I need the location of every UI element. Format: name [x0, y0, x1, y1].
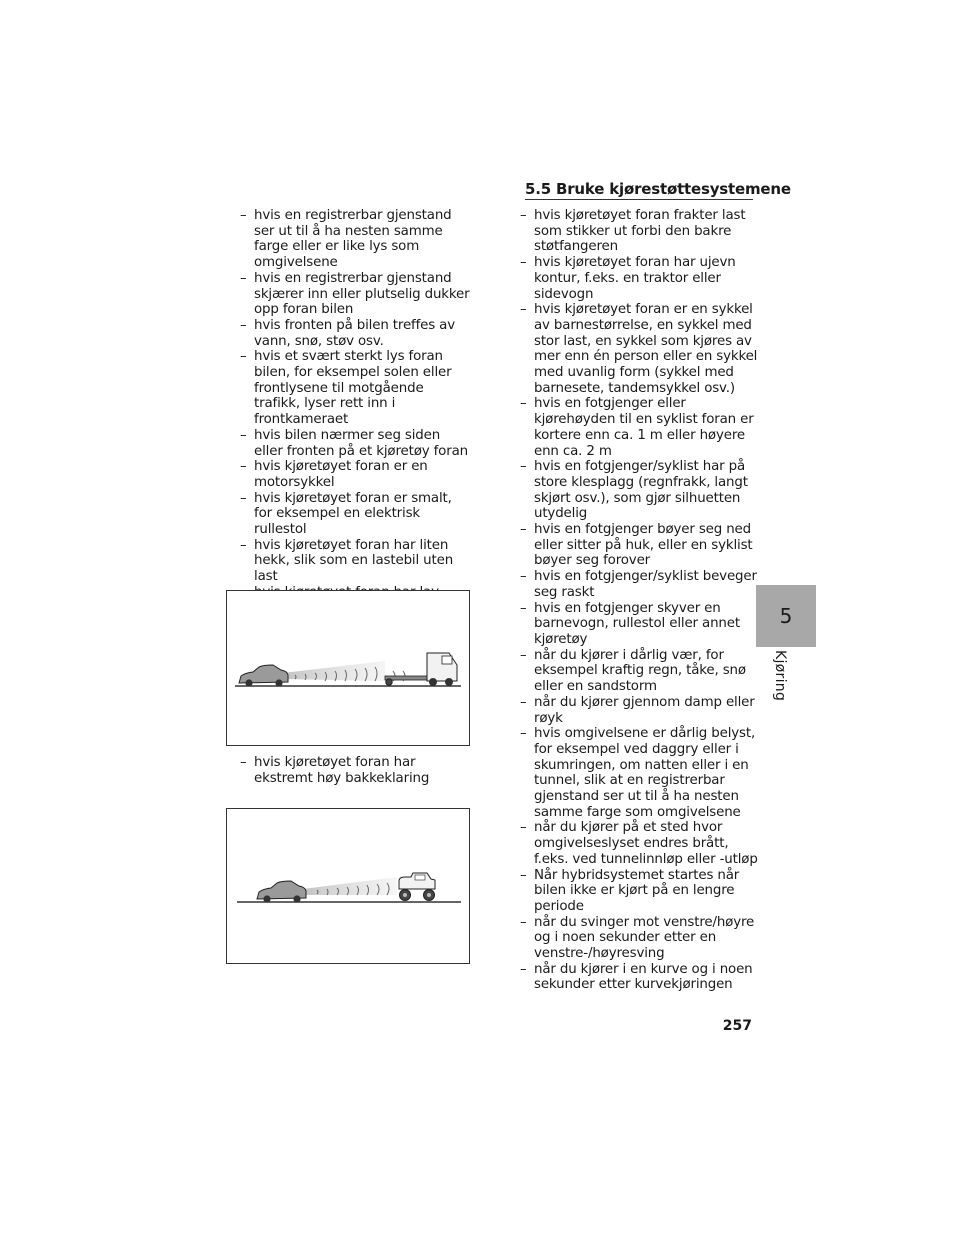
list-item: – Når hybridsystemet startes når bilen ikke er kjørt på en lengre periode: [520, 867, 740, 914]
list-item: – når du kjører gjennom damp eller røyk: [520, 694, 755, 726]
list-item: – hvis kjøretøyet foran er smalt, for eksempel en elektrisk rullestol: [240, 490, 452, 538]
chapter-number: 5: [779, 604, 793, 628]
list-item: – hvis en fotgjenger skyver en barnevogn, rullestol eller annet kjøretøy: [520, 600, 740, 647]
list-item: – hvis kjøretøyet foran frakter last som stikker ut forbi den bakre støtfangeren: [520, 208, 746, 255]
right-column: [520, 208, 760, 993]
list-item: – hvis en registrerbar gjenstand skjærer inn eller plutselig dukker opp foran bilen: [240, 270, 470, 318]
list-item: – hvis kjøretøyet foran er en motorsykkel: [240, 459, 428, 490]
list-item: – hvis kjøretøyet foran har liten hekk, slik som en lastebil uten last: [240, 537, 454, 585]
chapter-label: Kjøring: [772, 650, 788, 702]
list-item: – hvis kjøretøyet foran har ujevn kontur, f.eks. en traktor eller sidevogn: [520, 255, 736, 302]
header-divider: [525, 199, 753, 200]
left-column-continued: [240, 755, 472, 786]
list-item: – hvis kjøretøyet foran har ekstremt høy bakkeklaring: [240, 755, 430, 786]
section-title: 5.5 Bruke kjørestøttesystemene: [525, 180, 791, 198]
list-item: – når du kjører på et sted hvor omgivelseslyset endres brått, f.eks. ved tunnelinnløp eller -utløp: [520, 820, 758, 867]
illustration-high-clearance-vehicle: [226, 808, 470, 964]
chapter-tab: [756, 585, 816, 647]
list-item: – hvis en fotgjenger/syklist har på store klesplagg (regnfrakk, langt skjørt osv.), som gjør silhuetten utydelig: [520, 459, 748, 522]
list-item: – hvis en fotgjenger/syklist beveger seg raskt: [520, 569, 757, 600]
page-number: 257: [722, 1018, 752, 1034]
list-item: – hvis kjøretøyet foran er en sykkel av barnestørrelse, en sykkel med stor last, en sykkel som kjøres av mer enn én person eller en sykkel med uvanlig form (sykkel med barnesete, tandemsykkel osv.): [520, 302, 758, 396]
list-item: – når du svinger mot venstre/høyre og i noen sekunder etter en venstre-/høyresving: [520, 914, 755, 962]
illustration-truck-low-trailer: [226, 590, 470, 746]
list-item: – hvis en fotgjenger eller kjørehøyden til en syklist foran er kortere enn ca. 1 m eller høyere enn ca. 2 m: [520, 396, 754, 459]
list-item: – hvis en fotgjenger bøyer seg ned eller sitter på huk, eller en syklist bøyer seg forover: [520, 522, 753, 569]
list-item: – hvis fronten på bilen treffes av vann, snø, støv osv.: [240, 317, 456, 349]
list-item: – hvis omgivelsene er dårlig belyst, for eksempel ved daggry eller i skumringen, om natten eller i en tunnel, slik at en registrerbar gjenstand ser ut til å ha nesten samme farge som omgivelsene: [520, 726, 756, 820]
left-column: [240, 208, 472, 632]
list-item: – hvis bilen nærmer seg siden eller fronten på et kjøretøy foran: [240, 427, 468, 459]
list-item: – når du kjører i dårlig vær, for eksempel kraftig regn, tåke, snø eller en sandstorm: [520, 647, 746, 695]
list-item: – hvis en registrerbar gjenstand ser ut til å ha nesten samme farge eller er like lys som omgivelsene: [240, 208, 452, 271]
list-item: – når du kjører i en kurve og i noen sekunder etter kurvekjøringen: [520, 961, 753, 993]
list-item: – hvis et svært sterkt lys foran bilen, for eksempel solen eller frontlysene til motgående trafikk, lyser rett inn i frontkameraet: [240, 349, 452, 428]
